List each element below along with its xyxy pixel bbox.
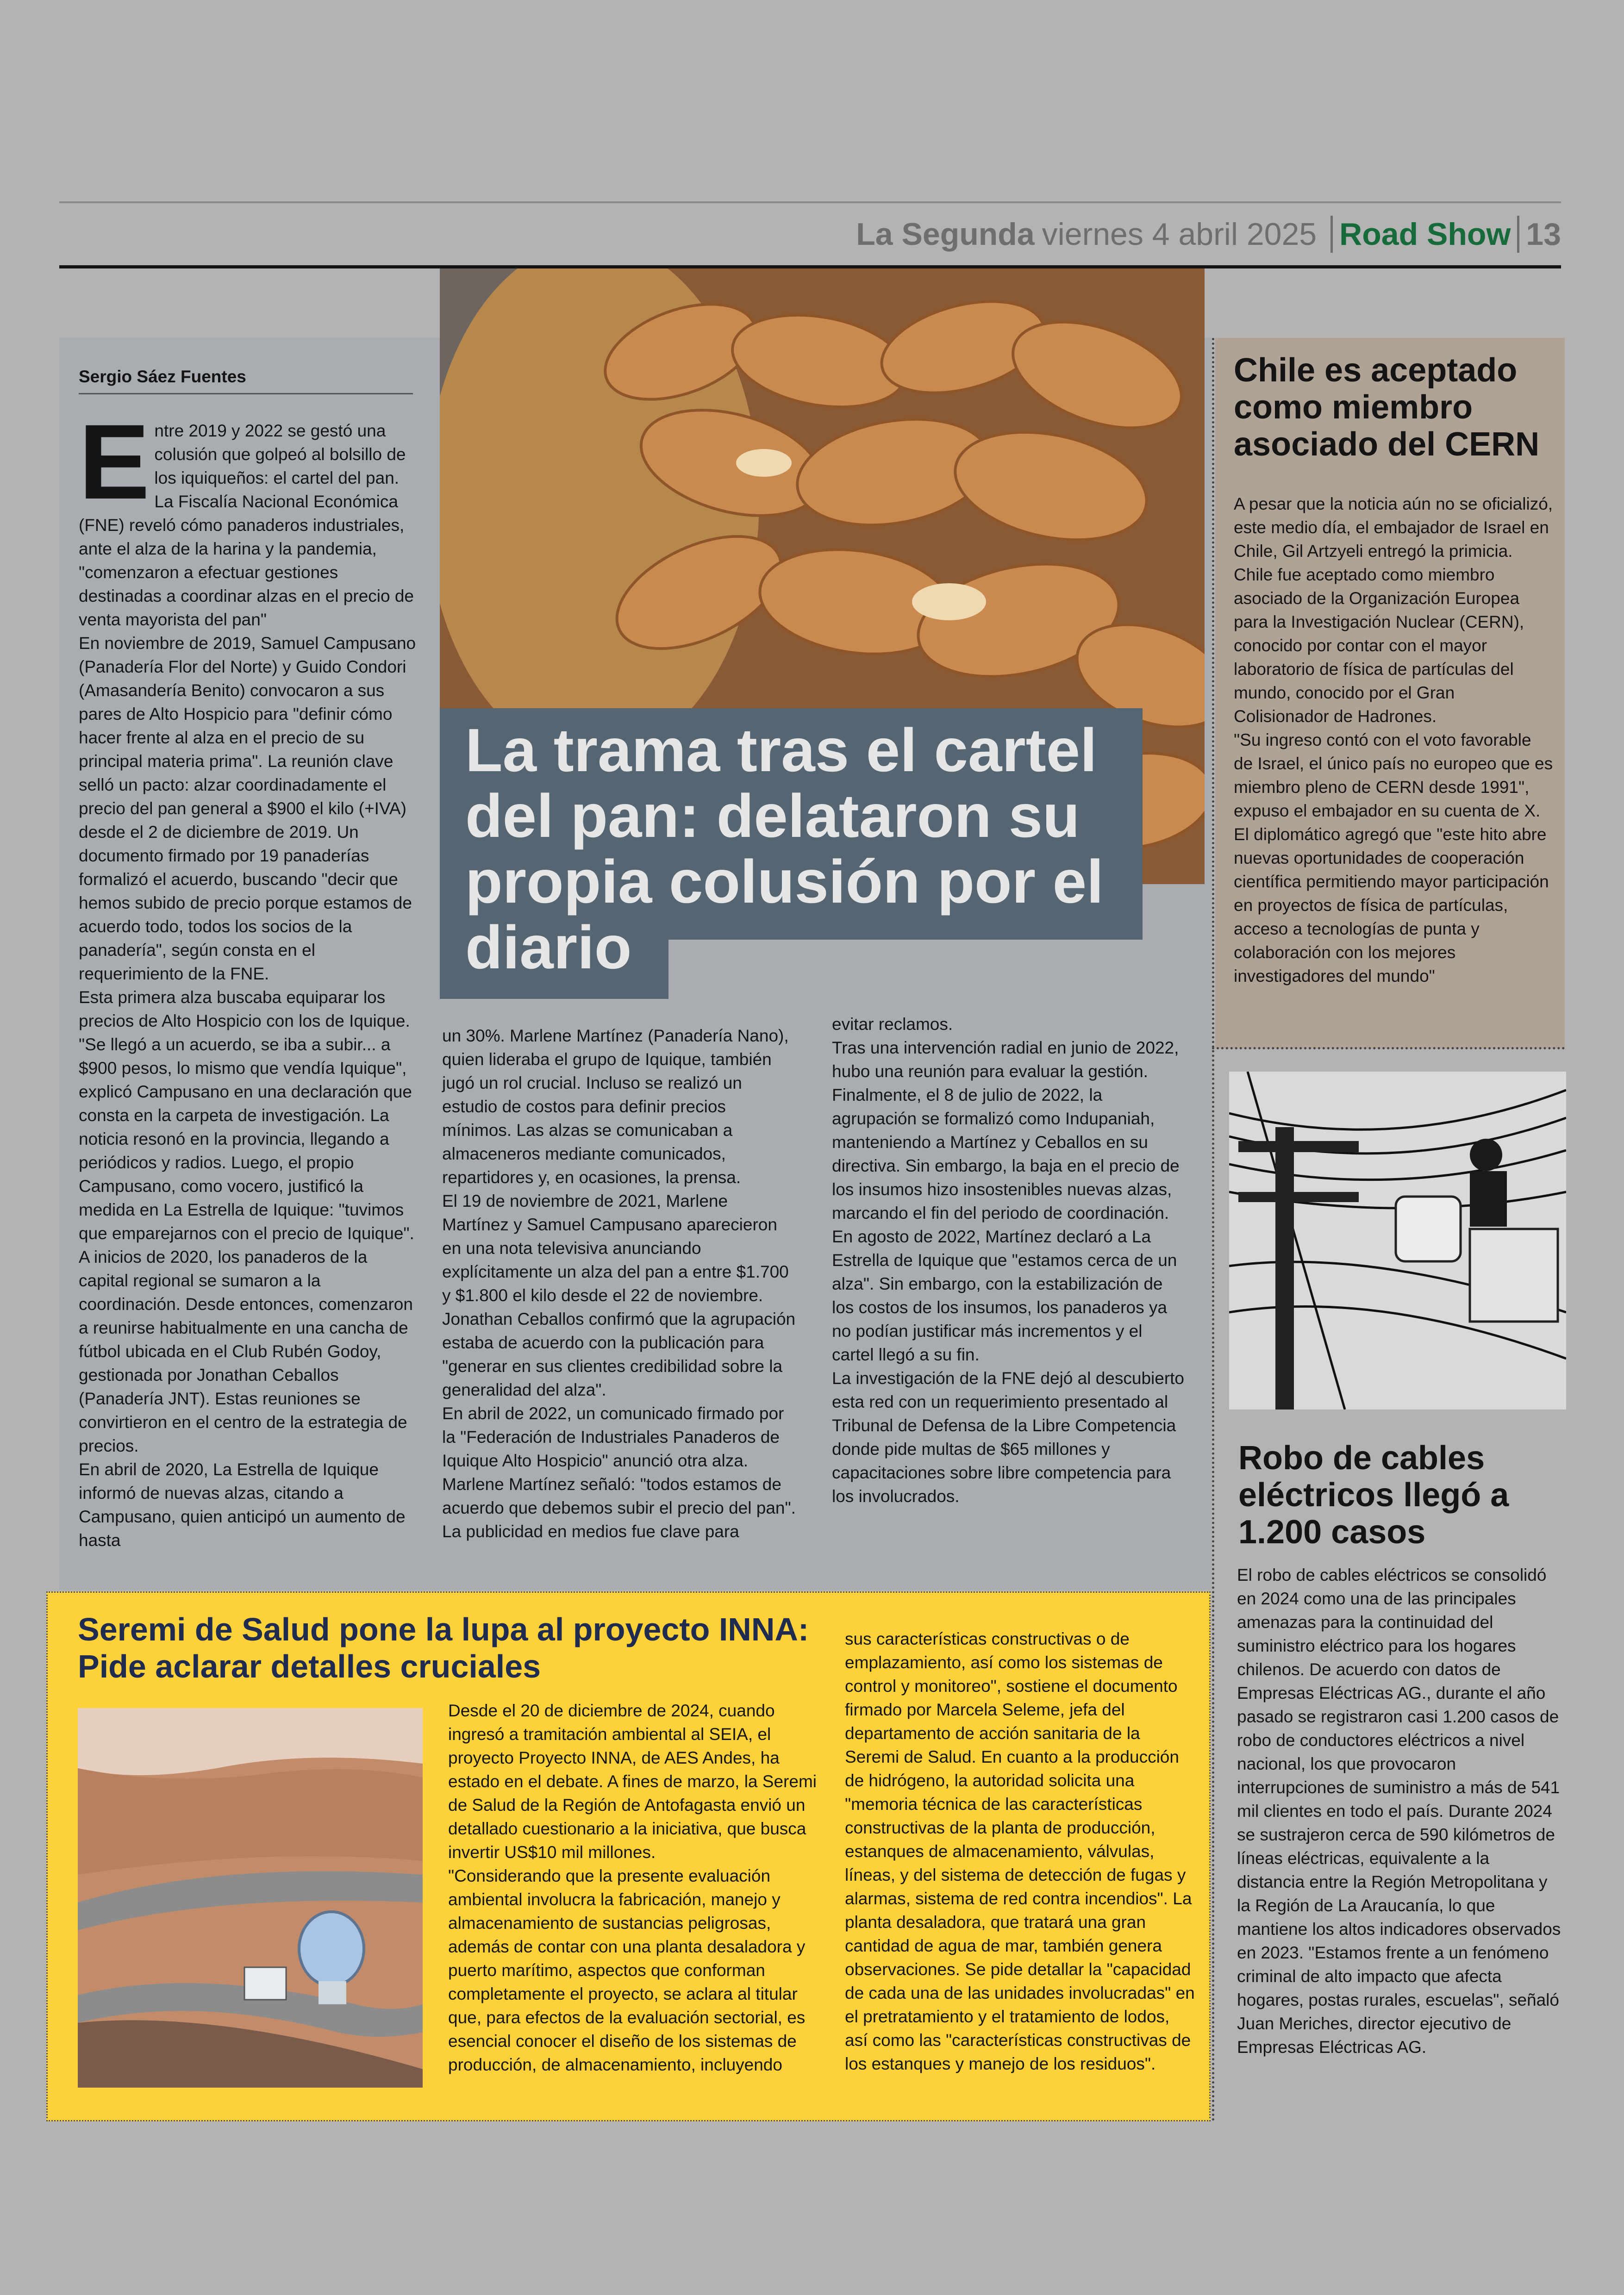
- header-separator: [1330, 216, 1333, 253]
- robo-paragraph: El robo de cables eléctricos se consolidó en 2024 como una de las principales amenazas para la continuidad del suministro eléctrico para los hogares chilenos. De acuerdo con datos de Empresas Eléctricas AG., durante el año pasado se registraron casi 1.200 casos de robo de conductores eléctricos a nivel nacional, los que provocaron interrupciones de suministro a más de 541 mil clientes en todo el país. Durante 2024 se sustrajeron cerca de 590 kilómetros de líneas eléctricas, equivalente a la distancia entre la Región Metropolitana y la Región de La Araucanía, lo que mantiene los altos indicadores observados en 2023. "Estamos frente a un fenómeno criminal de alto impacto que afecta hogares, postas rurales, escuelas", señaló Juan Meriches, director ejecutivo de Empresas Eléctricas AG.: [1237, 1565, 1561, 2057]
- electric-cables-photo: [1229, 1072, 1566, 1409]
- observatory-photo: [78, 1708, 423, 2088]
- article-paragraph: En abril de 2020, La Estrella de Iquique informó de nuevas alzas, citando a Campusano, quien anticipó un aumento de hasta: [79, 1460, 406, 1550]
- header-top-rule: [59, 201, 1561, 203]
- article-column-1: [79, 402, 417, 1552]
- article-paragraph: La investigación de la FNE dejó al descubierto esta red con un requerimiento presentado al Tribunal de Defensa de la Libre Competencia donde pide multas de $65 millones y capacitaciones sobre libre competencia para los involucrados.: [832, 1369, 1185, 1506]
- cern-title-bold: Chile es aceptado: [1234, 352, 1518, 389]
- inna-title-light: Seremi de Salud pone la lupa al proyecto INNA:: [78, 1611, 809, 1647]
- byline: Sergio Sáez Fuentes: [79, 367, 413, 394]
- article-paragraph: evitar reclamos.: [832, 1015, 953, 1034]
- article-paragraph: un 30%. Marlene Martínez (Panadería Nano), quien lideraba el grupo de Iquique, también jugó un rol crucial. Incluso se realizó un estudio de costos para definir precios mínimos. Las alzas se comunicaban a almaceneros mediante comunicados, repartidores y, en ocasiones, la prensa.: [442, 1026, 789, 1187]
- page-header: [59, 207, 1561, 261]
- drop-cap: E: [79, 402, 150, 521]
- page-number: 13: [1526, 216, 1561, 252]
- cern-paragraph: "Su ingreso contó con el voto favorable de Israel, el único país no europeo que es miembro pleno de CERN desde 1991", expuso el embajador en su cuenta de X.: [1234, 730, 1553, 820]
- inna-paragraph: sus características constructivas o de emplazamiento, así como los sistemas de control y monitoreo", sostiene el documento firmado por Marcela Seleme, jefa del departamento de acción sanitaria de la Seremi de Salud. En cuanto a la producción de hidrógeno, la autoridad solicita una "memoria técnica de las características constructivas de la planta de producción, estanques de almacenamiento, válvulas, líneas, y del sistema de detección de fugas y alarmas, sistema de red contra incendios". La planta desaladora, que tratará una gran cantidad de agua de mar, también genera observaciones. Se pide detallar la "capacidad de cada una de las unidades involucradas" en el pretratamiento y el tratamiento de lodos, así como las "características constructivas de los estanques y manejo de los residuos".: [845, 1629, 1195, 2073]
- cern-title-light: como miembro asociado del CERN: [1234, 389, 1540, 463]
- cern-paragraph: El diplomático agregó que "este hito abre nuevas oportunidades de cooperación científica permitiendo mayor participación en proyectos de física de partículas, acceso a tecnologías de punta y colaboración con los mejores investigadores del mundo": [1234, 825, 1549, 985]
- inna-column-1: [448, 1699, 818, 2077]
- robo-title-bold: Robo de cables: [1238, 1440, 1485, 1477]
- inna-column-2: [845, 1627, 1197, 2076]
- issue-date: viernes 4 abril 2025: [1042, 216, 1317, 252]
- inna-title-bold: Pide aclarar detalles cruciales: [78, 1648, 541, 1684]
- sidebar-divider: [1212, 338, 1214, 2122]
- article-paragraph: Tras una intervención radial en junio de 2022, hubo una reunión para evaluar la gestión. Finalmente, el 8 de julio de 2022, la agrupación se formalizó como Indupaniah, manteniendo a Martínez y Ceballos en su directiva. Sin embargo, la baja en el precio de los insumos hizo insostenibles nuevas alzas, marcando el fin del periodo de coordinación.: [832, 1038, 1180, 1222]
- robo-title-light: eléctricos llegó a 1.200 casos: [1238, 1477, 1509, 1551]
- article-paragraph: Esta primera alza buscaba equiparar los precios de Alto Hospicio con los de Iquique. "Se llegó a un acuerdo, se iba a subir... a $900 pesos, lo mismo que vendía Iquique", explicó Campusano en una declaración que consta en la carpeta de investigación. La noticia resonó en la provincia, llegando a periódicos y radios. Luego, el propio Campusano, como vocero, justificó la medida en La Estrella de Iquique: "tuvimos que emparejarnos con el precio de Iquique".: [79, 988, 414, 1243]
- article-paragraph: El 19 de noviembre de 2021, Marlene Martínez y Samuel Campusano aparecieron en una nota televisiva anunciando explícitamente un alza del pan a entre $1.700 y $1.800 el kilo desde el 22 de noviembre. Jonathan Ceballos confirmó que la agrupación estaba de acuerdo con la publicación para "generar en sus clientes credibilidad sobre la generalidad del alza".: [442, 1191, 796, 1399]
- inna-paragraph: "Considerando que la presente evaluación ambiental involucra la fabricación, manejo y almacenamiento de sustancias peligrosas, además de contar con una planta desaladora y puerto marítimo, aspectos que conforman completamente el proyecto, se aclara al titular que, para efectos de la evaluación sectorial, es esencial conocer el diseño de los sistemas de producción, de almacenamiento, incluyendo: [448, 1866, 806, 2074]
- cern-title: [1234, 352, 1553, 463]
- header-separator: [1517, 216, 1519, 253]
- article-paragraph: [79, 402, 417, 631]
- section-name: Road Show: [1339, 216, 1511, 252]
- article-paragraph: En agosto de 2022, Martínez declaró a La Estrella de Iquique que "estamos cerca de un alza". Sin embargo, con la estabilización de los costos de los insumos, los panaderos ya no podían justificar más incrementos y el cartel llegó a su fin.: [832, 1227, 1177, 1364]
- robo-title: [1238, 1440, 1558, 1551]
- lead-text: ntre 2019 y 2022 se gestó una colusión que golpeó al bolsillo de los iquiqueños: el cartel del pan. La Fiscalía Nacional Económica (FNE) reveló cómo panaderos industriales, ante el alza de la harina y la pandemia, "comenzaron a efectuar gestiones destinadas a coordinar alzas en el precio de venta mayorista del pan": [79, 421, 414, 629]
- inna-paragraph: Desde el 20 de diciembre de 2024, cuando ingresó a tramitación ambiental al SEIA, el proyecto Proyecto INNA, de AES Andes, ha estado en el debate. A fines de marzo, la Seremi de Salud de la Región de Antofagasta envió un detallado cuestionario a la iniciativa, que busca invertir US$10 mil millones.: [448, 1701, 817, 1862]
- article-column-3: [832, 1012, 1188, 1508]
- article-paragraph: En noviembre de 2019, Samuel Campusano (Panadería Flor del Norte) y Guido Condori (Amasandería Benito) convocaron a sus pares de Alto Hospicio para "definir cómo hacer frente al alza en el precio de su principal materia prima". La reunión clave selló un pacto: alzar coordinadamente el precio del pan general a $900 el kilo (+IVA) desde el 2 de diciembre de 2019. Un documento firmado por 19 panaderías formalizó el acuerdo, buscando "decir que hemos subido de precio porque estamos de acuerdo todo, todos los socios de la panadería", según consta en el requerimiento de la FNE.: [79, 634, 416, 983]
- main-headline: La trama tras el cartel del pan: delataron su propia colusión por el diario: [465, 716, 1104, 981]
- sidebar-divider: [1212, 1047, 1565, 1049]
- inna-title: [78, 1611, 865, 1685]
- cern-body: [1234, 492, 1553, 988]
- newspaper-name: La Segunda: [856, 216, 1035, 252]
- robo-body: [1237, 1563, 1561, 2059]
- cern-paragraph: A pesar que la noticia aún no se oficializó, este medio día, el embajador de Israel en Chile, Gil Artzyeli entregó la primicia. Chile fue aceptado como miembro asociado de la Organización Europea para la Investigación Nuclear (CERN), conocido por contar con el mayor laboratorio de física de partículas del mundo, conocido por el Gran Colisionador de Hadrones.: [1234, 494, 1553, 726]
- article-paragraph: A inicios de 2020, los panaderos de la capital regional se sumaron a la coordinación. Desde entonces, comenzaron a reunirse habitualmente en una cancha de fútbol ubicada en el Club Rubén Godoy, gestionada por Jonathan Ceballos (Panadería JNT). Estas reuniones se convirtieron en el centro de la estrategia de precios.: [79, 1247, 413, 1455]
- header-bottom-rule: [59, 265, 1561, 268]
- article-paragraph: En abril de 2022, un comunicado firmado por la "Federación de Industriales Panaderos de Iquique Alto Hospicio" anunció otra alza. Marlene Martínez señaló: "todos estamos de acuerdo que debemos subir el precio del pan". La publicidad en medios fue clave para: [442, 1404, 796, 1541]
- article-column-2: [442, 1024, 799, 1543]
